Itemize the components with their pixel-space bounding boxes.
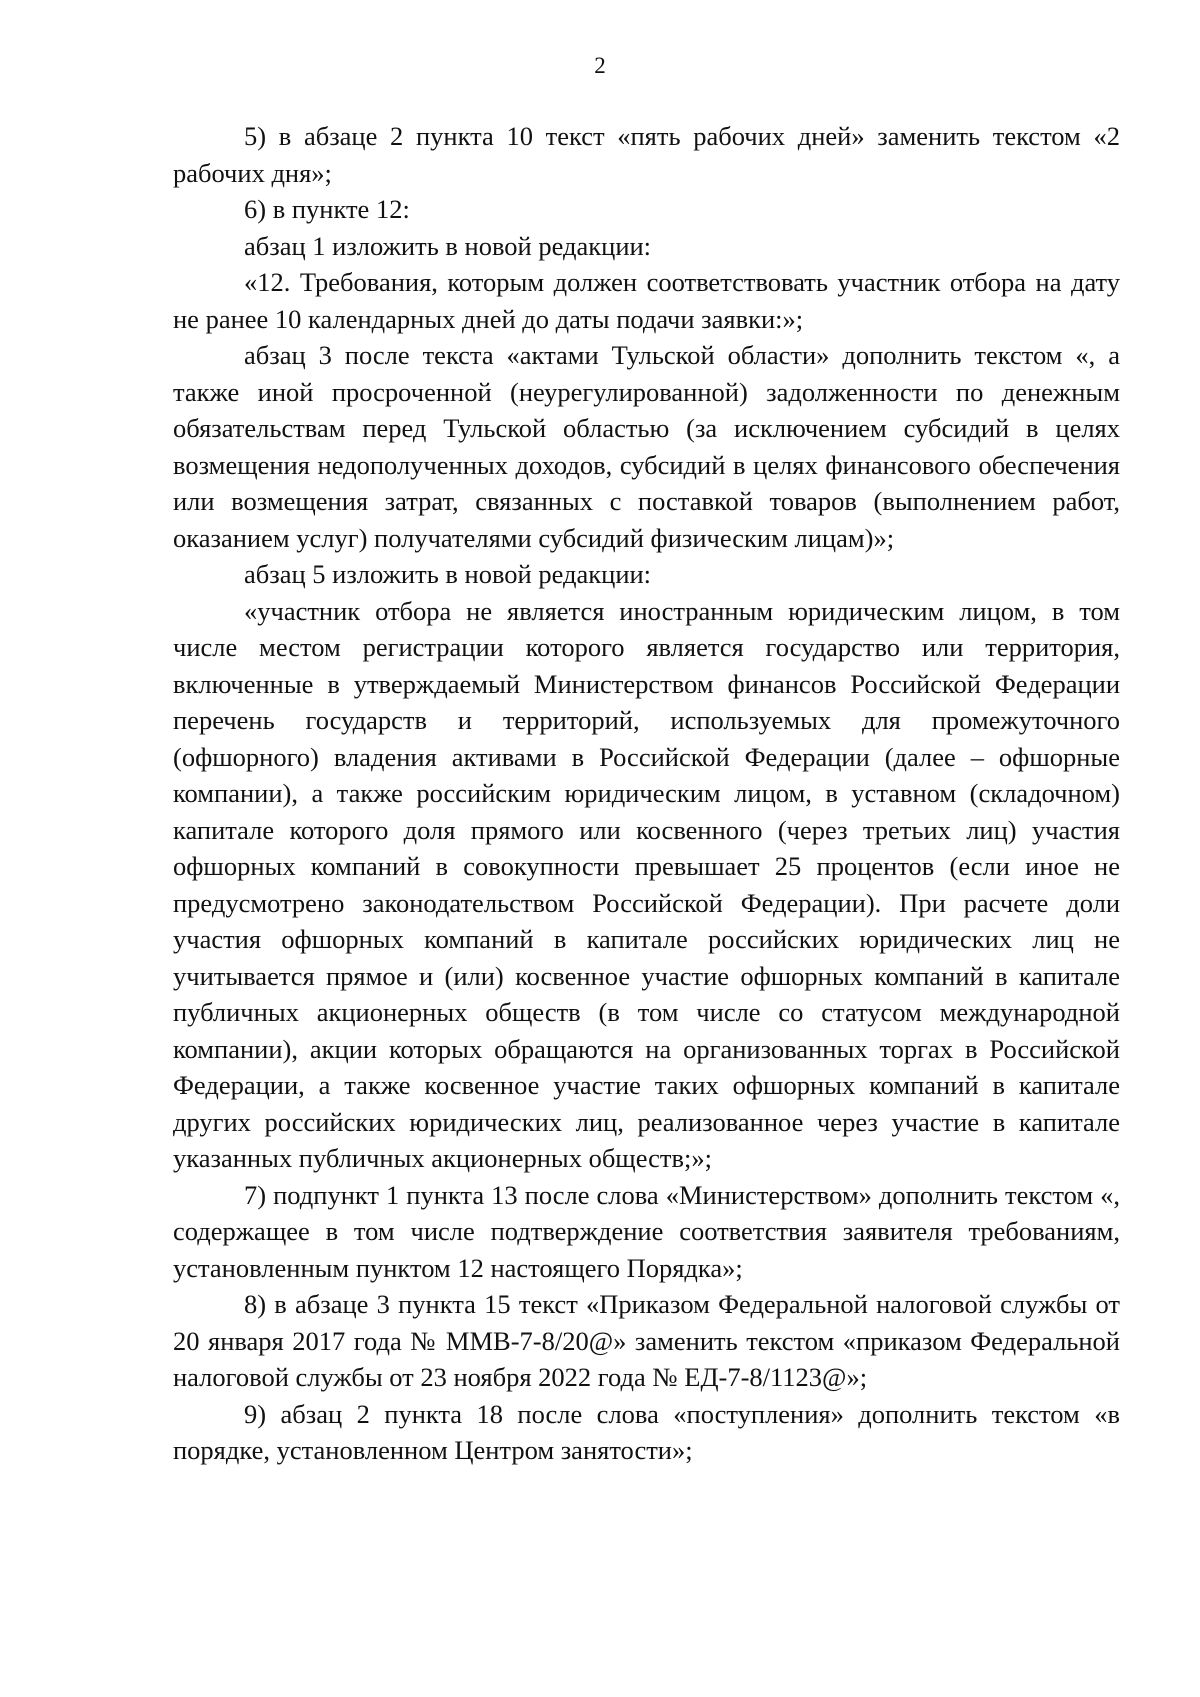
paragraph-item-5: 5) в абзаце 2 пункта 10 текст «пять рабочих дней» заменить текстом «2 рабочих дня»; xyxy=(173,121,1120,188)
paragraph-abzac-5-intro: абзац 5 изложить в новой редакции: xyxy=(244,559,652,589)
paragraph-abzac-1-intro: абзац 1 изложить в новой редакции: xyxy=(244,230,652,261)
paragraph-quote-12: «12. Требования, которым должен соответствовать участник отбора на дату не ранее 10 календарных дней до даты подачи заявки:»; xyxy=(173,267,1120,334)
paragraph-abzac-3: абзац 3 после текста «актами Тульской области» дополнить текстом «, а также иной просроченной (неурегулированной) задолженности по денежным обязательствам перед Тульской областью (за исключением субсидий в целях возмещения недополученных доходов, субсидий в целях финансового обеспечения или возмещения затрат, связанных с поставкой товаров (выполнением работ, оказанием услуг) получателями субсидий физическим лицам)»; xyxy=(173,340,1120,553)
paragraph-item-8: 8) в абзаце 3 пункта 15 текст «Приказом Федеральной налоговой службы от 20 января 2017 года № ММВ-7-8/20@» заменить текстом «приказом Федеральной налоговой службы от 23 ноября 2022 года № ЕД-7-8/1123@»; xyxy=(173,1289,1120,1392)
document-body xyxy=(173,118,1120,1469)
paragraph-item-7: 7) подпункт 1 пункта 13 после слова «Министерством» дополнить текстом «, содержащее в том числе подтверждение соответствия заявителя требованиям, установленным пунктом 12 настоящего Порядка»; xyxy=(173,1179,1120,1283)
paragraph-quote-offshore: «участник отбора не является иностранным юридическим лицом, в том числе местом регистрации которого является государство или территория, включенные в утверждаемый Министерством финансов Российской Федерации перечень государств и территорий, используемых для промежуточного (офшорного) владения активами в Российской Федерации (далее – офшорные компании), а также российским юридическим лицом, в уставном (складочном) капитале которого доля прямого или косвенного (через третьих лиц) участия офшорных компаний в совокупности превышает 25 процентов (если иное не предусмотрено законодательством Российской Федерации). При расчете доли участия офшорных компаний в капитале российских юридических лиц не учитывается прямое и (или) косвенное участие офшорных компаний в капитале публичных акционерных обществ (в том числе со статусом международной компании), акции которых обращаются на организованных торгах в Российской Федерации, а также косвенное участие таких офшорных компаний в капитале других российских юридических лиц, реализованное через участие в капитале указанных публичных акционерных обществ;»; xyxy=(173,595,1120,1173)
paragraph-item-9: 9) абзац 2 пункта 18 после слова «поступления» дополнить текстом «в порядке, установленном Центром занятости»; xyxy=(173,1398,1120,1465)
paragraph-item-6: 6) в пункте 12: xyxy=(244,194,410,224)
page-number: 2 xyxy=(594,53,606,78)
